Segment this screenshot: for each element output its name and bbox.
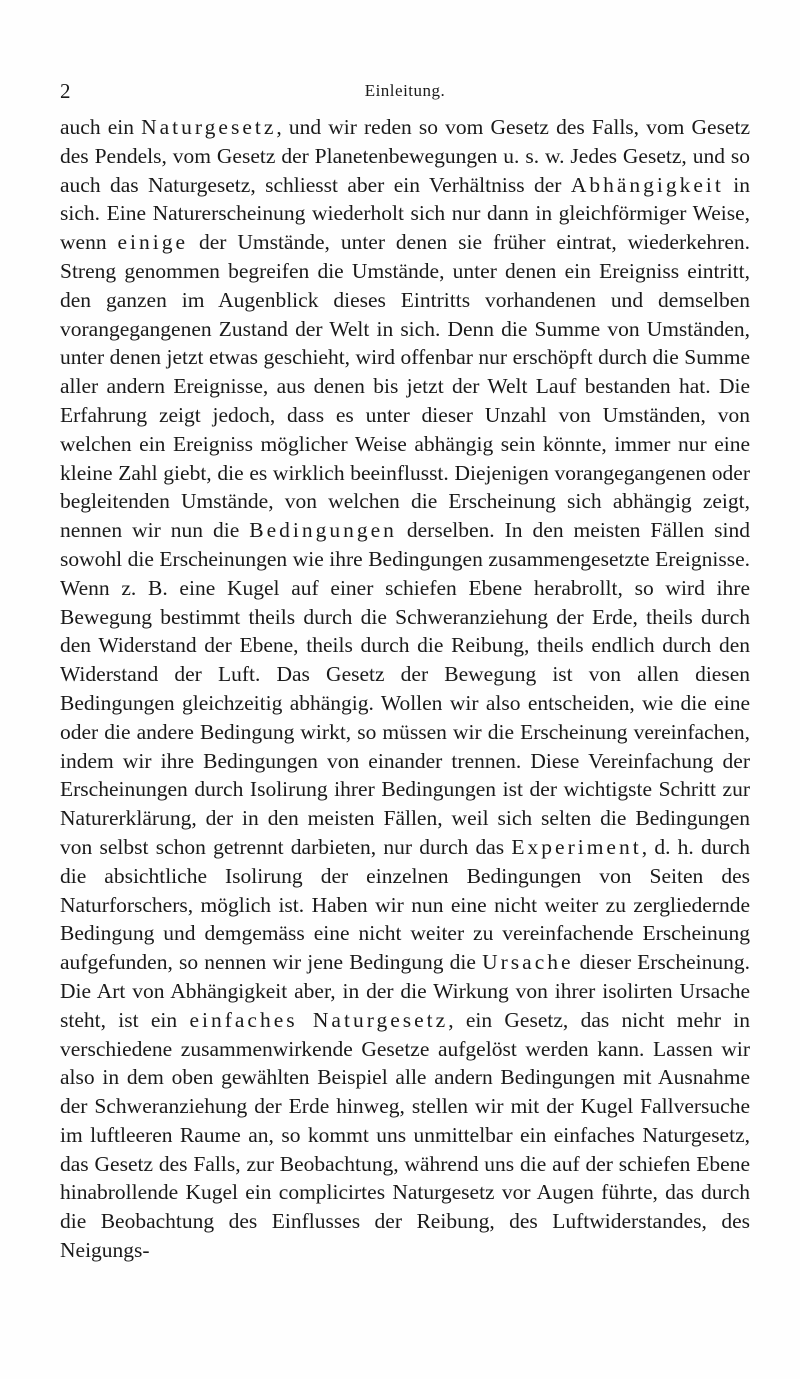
emphasized-term: Abhängigkeit <box>570 172 724 197</box>
emphasized-term: Bedingungen <box>249 518 397 543</box>
text-run: in sich. Eine Naturerscheinung wiederholt sich nur dann in gleichförmiger Weise, wenn <box>60 172 750 255</box>
emphasized-term: einige <box>117 230 189 255</box>
emphasized-term: Ursache <box>482 950 574 975</box>
text-run: derselben. In den meisten Fällen sind sowohl die Erscheinungen wie ihre Bedingungen zusammengesetzte Ereignisse. Wenn z. B. eine Kugel auf einer schiefen Ebene herabrollt, so wird ihre Bewegung bestimmt theils durch die Schweranziehung der Erde, theils durch den Widerstand der Ebene, theils durch die Reibung, theils endlich durch den Widerstand der Luft. Das Gesetz der Bewegung ist von allen diesen Bedingungen gleichzeitig abhängig. Wollen wir also entscheiden, wie die eine oder die andere Bedingung wirkt, so müssen wir die Erscheinung vereinfachen, indem wir ihre Bedingungen von einander trennen. Diese Vereinfachung der Erscheinungen durch Isolirung ihrer Bedingungen ist der wichtigste Schritt zur Naturerklärung, der in den meisten Fällen, weil sich selten die Bedingungen von selbst schon getrennt darbieten, nur durch das <box>60 518 750 859</box>
text-run: , ein Gesetz, das nicht mehr in verschiedene zusammenwirkende Gesetze aufgelöst werden kann. Lassen wir also in dem oben gewählten Beispiel alle andern Bedingungen mit Ausnahme der Schweranziehung der Erde hinweg, stellen wir mit der Kugel Fallversuche im luftleeren Raume an, so kommt uns unmittelbar ein einfaches Naturgesetz, das Gesetz des Falls, zur Beobachtung, während uns die auf der schiefen Ebene hinabrollende Kugel ein complicirtes Naturgesetz vor Augen führte, das durch die Beobachtung des Einflusses der Reibung, des Luftwiderstandes, des Neigungs- <box>60 1007 750 1263</box>
emphasized-term: einfaches Naturgesetz <box>189 1007 449 1032</box>
text-run: , und wir reden so vom Gesetz des Falls, vom Gesetz des Pendels, vom Gesetz der Planetenbewegungen u. s. w. Jedes Gesetz, und so auch das Naturgesetz, schliesst aber ein Verhältniss der <box>60 115 750 197</box>
text-run: auch ein <box>60 115 142 139</box>
body-paragraph <box>60 113 750 1265</box>
text-run: dieser Erscheinung. Die Art von Abhängigkeit aber, in der die Wirkung von ihrer isolirten Ursache steht, ist ein <box>60 950 750 1032</box>
running-header <box>60 80 750 106</box>
text-run: der Umstände, unter denen sie früher eintrat, wiederkehren. Streng genommen begreifen die Umstände, unter denen ein Ereigniss eintritt, den ganzen im Augenblick dieses Eintritts vorhandenen und demselben vorangegangenen Zustand der Welt in sich. Denn die Summe von Umständen, unter denen jetzt etwas geschieht, wird offenbar nur erschöpft durch die Summe aller andern Ereignisse, aus denen bis jetzt der Welt Lauf bestanden hat. Die Erfahrung zeigt jedoch, dass es unter dieser Unzahl von Umständen, von welchen ein Ereigniss möglicher Weise abhängig sein könnte, immer nur eine kleine Zahl giebt, die es wirklich beeinflusst. Diejenigen vorangegangenen oder begleitenden Umstände, von welchen die Erscheinung sich abhängig zeigt, nennen wir nun die <box>60 230 750 543</box>
text-run: , d. h. durch die absichtliche Isolirung der einzelnen Bedingungen von Seiten des Naturforschers, möglich ist. Haben wir nun eine nicht weiter zu zergliedernde Bedingung und demgemäss eine nicht weiter zu vereinfachende Erscheinung aufgefunden, so nennen wir jene Bedingung die <box>60 834 751 975</box>
page-number: 2 <box>60 79 71 103</box>
running-title: Einleitung. <box>364 81 446 100</box>
emphasized-term: Experiment <box>511 834 642 859</box>
emphasized-term: Naturgesetz <box>141 115 277 139</box>
